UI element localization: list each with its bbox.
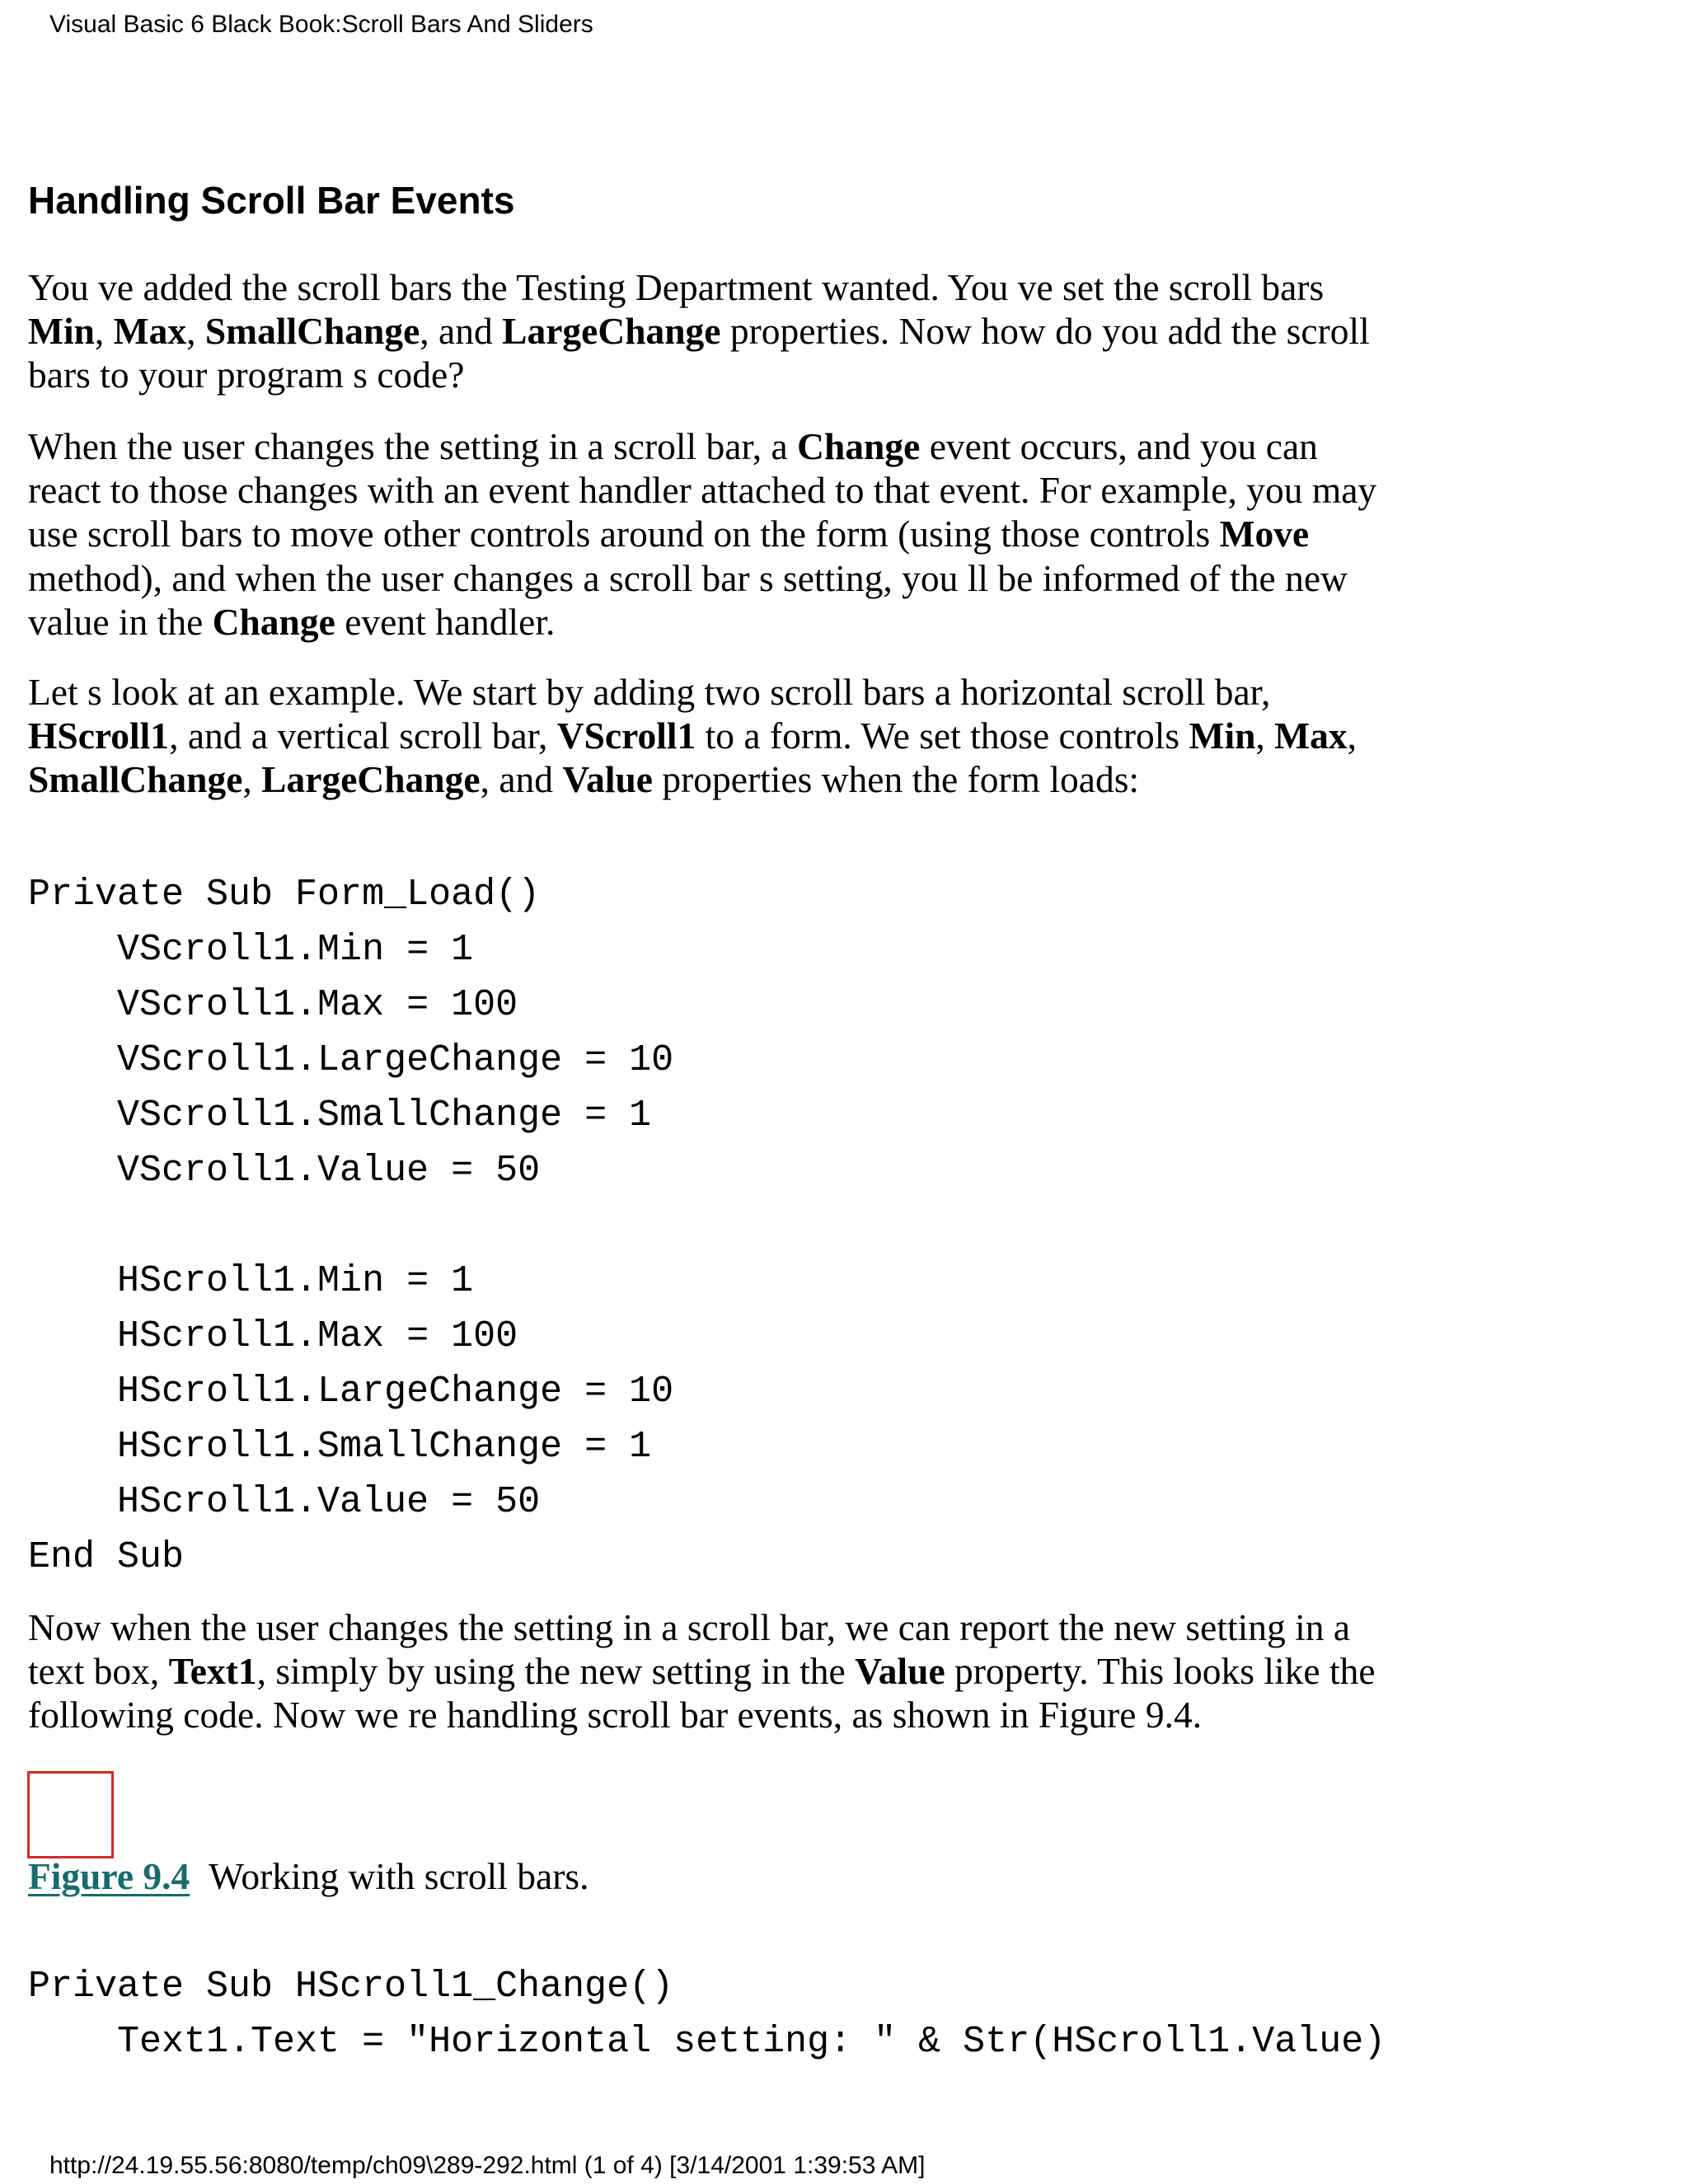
text-line: Let s look at an example. We start by adding two scroll bars a horizontal scroll bar,: [28, 671, 1271, 713]
term-largechange: LargeChange: [261, 758, 481, 801]
term-vscroll1: VScroll1: [556, 715, 696, 757]
term-value: Value: [855, 1650, 945, 1693]
term-change: Change: [212, 600, 335, 643]
paragraph-report-setting: [28, 1605, 1479, 1737]
code-line: HScroll1.SmallChange = 1: [28, 1426, 652, 1468]
text-fragment: event handler.: [335, 600, 556, 643]
text-fragment: ,: [1347, 715, 1357, 757]
page-footer: http://24.19.55.56:8080/temp/ch09\289-292.html (1 of 4) [3/14/2001 1:39:53 AM]: [49, 2152, 926, 2179]
text-fragment: ,: [1255, 715, 1275, 757]
paragraph-example: [28, 670, 1479, 802]
code-line: VScroll1.LargeChange = 10: [28, 1039, 674, 1081]
figure-link[interactable]: Figure 9.4: [28, 1855, 190, 1897]
code-line: [28, 1198, 673, 1254]
text-fragment: properties when the form loads:: [652, 758, 1140, 801]
term-min: Min: [1189, 715, 1256, 757]
code-line: HScroll1.Max = 100: [28, 1315, 518, 1357]
text-fragment: value in the: [28, 600, 213, 643]
term-max: Max: [113, 310, 187, 353]
paragraph-change-event: [28, 424, 1479, 644]
text-fragment: , simply by using the new setting in the: [256, 1650, 856, 1693]
text-line: react to those changes with an event handler attached to that event. For example, you may: [28, 469, 1377, 512]
text-fragment: ,: [242, 758, 262, 801]
term-smallchange: SmallChange: [204, 310, 420, 353]
text-fragment: , and: [420, 310, 503, 353]
code-line: VScroll1.Max = 100: [28, 984, 518, 1026]
text-fragment: property. This looks like the: [945, 1650, 1376, 1693]
text-fragment: When the user changes the setting in a scroll bar, a: [28, 425, 798, 467]
section-heading: Handling Scroll Bar Events: [28, 179, 515, 222]
code-line: Private Sub HScroll1_Change(): [28, 1966, 674, 2008]
term-min: Min: [28, 310, 95, 353]
text-fragment: ,: [186, 310, 205, 353]
term-value: Value: [562, 758, 653, 801]
term-change: Change: [797, 425, 921, 467]
text-fragment: , and a vertical scroll bar,: [169, 715, 557, 757]
code-line: HScroll1.Value = 50: [28, 1481, 541, 1523]
code-block-form-load: [28, 867, 673, 1585]
text-fragment: properties. Now how do you add the scroll: [720, 310, 1370, 353]
term-smallchange: SmallChange: [28, 758, 243, 801]
code-line: Private Sub Form_Load(): [28, 874, 541, 916]
code-line: HScroll1.LargeChange = 10: [28, 1371, 674, 1413]
text-line: Now when the user changes the setting in a scroll bar, we can report the new setting in a: [28, 1606, 1351, 1648]
text-fragment: ,: [94, 310, 114, 353]
term-text1: Text1: [168, 1650, 257, 1693]
text-fragment: to a form. We set those controls: [696, 715, 1189, 757]
text-line: [28, 512, 1479, 555]
term-largechange: LargeChange: [502, 310, 721, 353]
caption-text: Working with scroll bars.: [209, 1855, 589, 1897]
figure-image-placeholder[interactable]: [27, 1771, 114, 1858]
text-line: bars to your program s code?: [28, 354, 465, 396]
code-line: HScroll1.Min = 1: [28, 1260, 474, 1302]
text-line: [28, 757, 1479, 801]
code-block-hscroll-change: [28, 1959, 1386, 2069]
text-line: [28, 1649, 1479, 1693]
text-line: [28, 714, 1479, 757]
code-line: VScroll1.Value = 50: [28, 1150, 541, 1192]
page-header: Visual Basic 6 Black Book:Scroll Bars And Sliders: [49, 11, 593, 38]
text-line: [28, 600, 1479, 644]
paragraph-intro: [28, 265, 1479, 397]
text-fragment: , and: [480, 758, 563, 801]
text-line: method), and when the user changes a scroll bar s setting, you ll be informed of the new: [28, 556, 1348, 599]
caption-gap: [190, 1855, 209, 1897]
code-line: VScroll1.Min = 1: [28, 929, 474, 971]
text-line: You ve added the scroll bars the Testing Department wanted. You ve set the scroll bars: [28, 266, 1325, 308]
figure-caption: [28, 1854, 588, 1900]
term-max: Max: [1274, 715, 1348, 757]
text-line: [28, 424, 1479, 468]
code-line: Text1.Text = "Horizontal setting: " & Str(HScroll1.Value): [28, 2021, 1386, 2063]
text-line: following code. Now we re handling scroll bar events, as shown in Figure 9.4.: [28, 1694, 1203, 1736]
text-line: [28, 309, 1479, 353]
text-fragment: text box,: [28, 1650, 169, 1693]
code-line: VScroll1.SmallChange = 1: [28, 1094, 652, 1137]
term-hscroll1: HScroll1: [28, 715, 170, 757]
text-fragment: event occurs, and you can: [920, 425, 1318, 467]
code-line: End Sub: [28, 1536, 185, 1578]
text-fragment: use scroll bars to move other controls around on the form (using those controls: [28, 513, 1220, 555]
term-move: Move: [1219, 513, 1310, 555]
